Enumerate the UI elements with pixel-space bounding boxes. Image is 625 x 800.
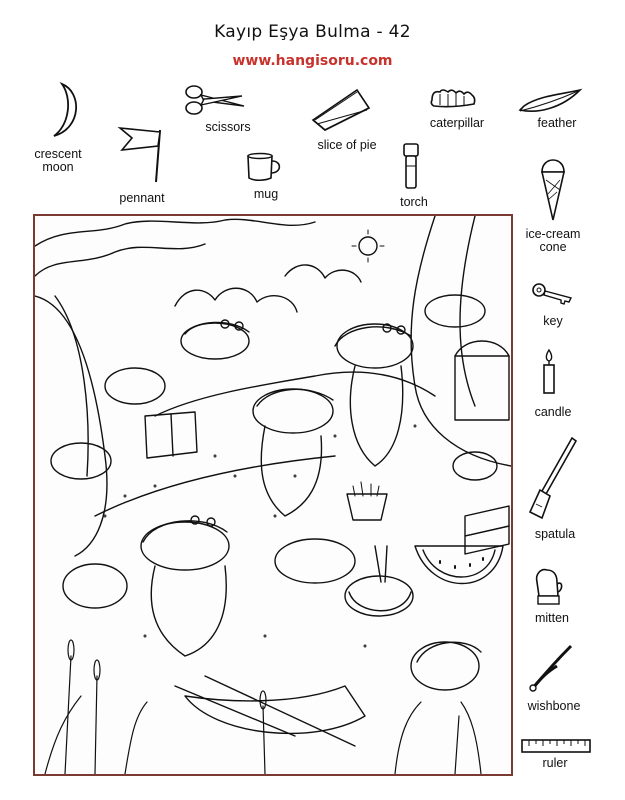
key-icon xyxy=(531,280,573,306)
item-label-key: key xyxy=(543,314,563,328)
item-label-crescent-moon: crescent moon xyxy=(34,147,82,174)
torch-icon xyxy=(401,142,421,190)
item-label-feather: feather xyxy=(537,116,577,130)
wishbone-icon xyxy=(527,642,575,692)
item-label-mitten: mitten xyxy=(534,611,570,625)
candle-icon xyxy=(540,348,558,396)
scene-illustration xyxy=(35,216,511,774)
pie-slice-icon xyxy=(311,86,371,132)
site-url[interactable]: www.hangisoru.com xyxy=(232,53,393,69)
hidden-objects-scene[interactable] xyxy=(33,214,513,776)
item-label-ice-cream: ice-cream cone xyxy=(525,227,581,254)
mitten-icon xyxy=(533,566,563,606)
mug-icon xyxy=(244,152,284,182)
pennant-icon xyxy=(116,124,172,184)
item-label-mug: mug xyxy=(253,187,279,201)
item-label-pie: slice of pie xyxy=(317,138,377,152)
feather-icon xyxy=(518,86,582,116)
page-title: Kayıp Eşya Bulma - 42 xyxy=(214,22,411,42)
ice-cream-cone-icon xyxy=(539,154,567,222)
caterpillar-icon xyxy=(428,86,478,110)
item-label-ruler: ruler xyxy=(542,756,568,770)
spatula-icon xyxy=(528,436,578,522)
item-label-pennant: pennant xyxy=(119,191,165,205)
item-label-caterpillar: caterpillar xyxy=(429,116,485,130)
item-label-spatula: spatula xyxy=(534,527,576,541)
item-label-scissors: scissors xyxy=(205,120,251,134)
item-label-candle: candle xyxy=(534,405,572,419)
scissors-icon xyxy=(184,84,246,116)
crescent-moon-icon xyxy=(48,82,84,138)
item-label-torch: torch xyxy=(400,195,428,209)
ruler-icon xyxy=(521,738,591,754)
item-label-wishbone: wishbone xyxy=(527,699,581,713)
